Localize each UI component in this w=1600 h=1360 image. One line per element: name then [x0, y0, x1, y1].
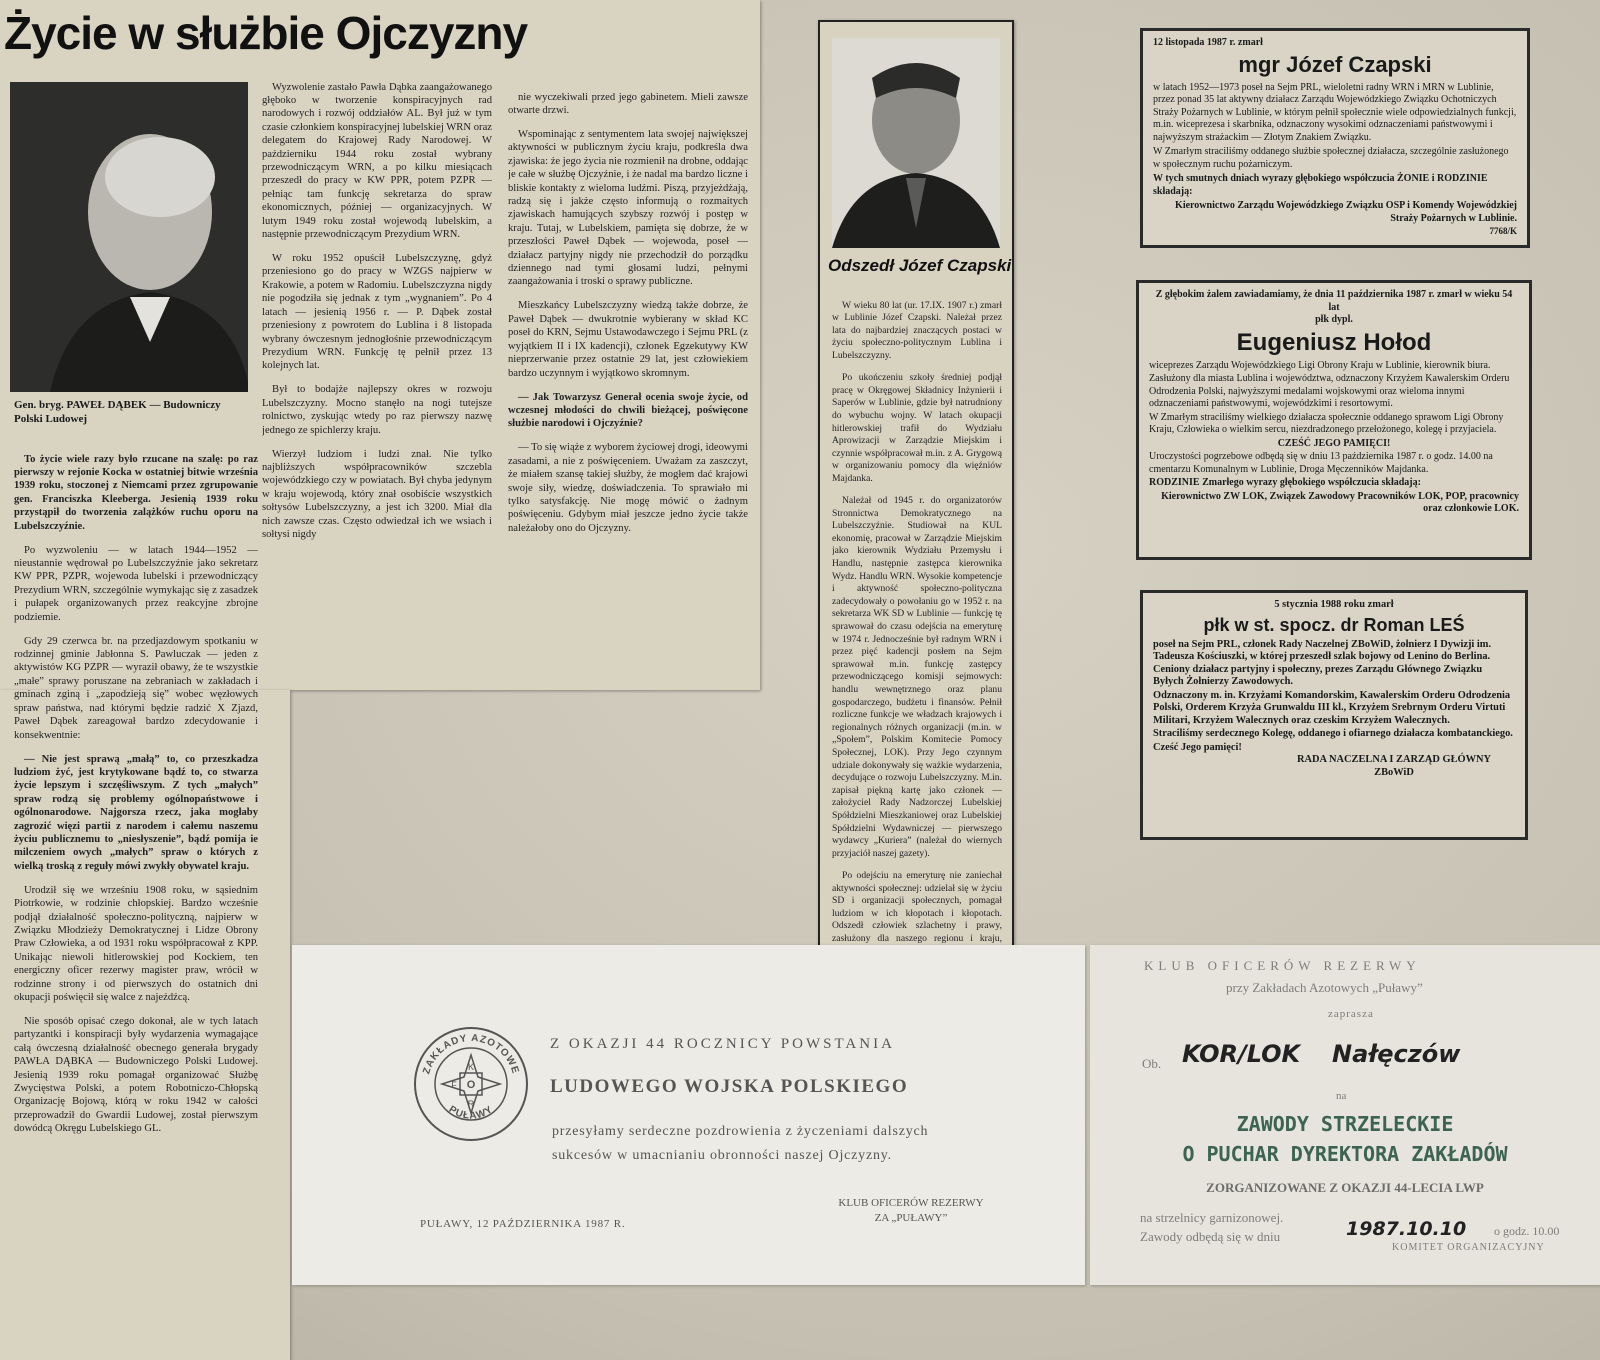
invitation-club-name: KLUB OFICERÓW REZERWY: [1144, 958, 1421, 973]
invitation-date-label: Zawody odbędą się w dniu: [1140, 1229, 1281, 1244]
notice-body: W tych smutnych dniach wyrazy głębokiego współczucia ŻONIE i RODZINIE składają:: [1153, 173, 1488, 197]
invitation-committee: KOMITET ORGANIZACYJNY: [1392, 1242, 1545, 1253]
article-headline: Życie w służbie Ojczyzny: [4, 7, 528, 59]
seal-letter: O: [466, 1079, 476, 1091]
card-text: sukcesów w umacnianiu obronności naszej Ojczyzny.: [552, 1148, 892, 1163]
article-paragraph: Mieszkańcy Lubelszczyzny wiedzą także dobrze, że Paweł Dąbek — dwukrotnie wybierany w skład KC poseł do KRN, Sejmu Ustawodawczego i Sejmu PRL (z wyjątkiem II i IX kadencji), członek Egzekutywy KW nieprzerwanie przez ostatnie 29 lat, jest człowiekiem bardzo uczynnym i wyjątkowo skromnym.: [508, 300, 748, 379]
handwritten-town: Nałęczów: [1332, 1040, 1461, 1068]
notice-signature: Kierownictwo ZW LOK, Związek Zawodowy Pracowników LOK, POP, pracownicy oraz członkowie LOK.: [1161, 490, 1519, 514]
notice-date: 12 listopada 1987 r. zmarł: [1153, 37, 1263, 48]
notice-body: poseł na Sejm PRL, członek Rady Naczelnej ZBoWiD, żołnierz I Dywizji im. Tadeusza Kościuszki, w której przeszedł szlak bojowy od Lenino do Berlina. Ceniony działacz partyjny i społeczny, prezes Zarządu Głównego Związku Byłych Żołnierzy Zawodowych.: [1153, 638, 1492, 687]
invitation-ob-label: Ob.: [1142, 1056, 1162, 1071]
invitation-na: na: [1336, 1090, 1347, 1102]
death-notice-les: [1140, 590, 1528, 840]
notice-name: mgr Józef Czapski: [1238, 51, 1432, 77]
article-column-1: [14, 442, 258, 1340]
article-paragraph: Gdy 29 czerwca br. na przedjazdowym spotkaniu w rodzinnej gminie Jabłonna S. Pawluczak — jeden z aktywistów KG PZPR — wyraził obawy, że te wszystkie „małe” sprawy poruszane na zebraniach w zakładach i gminach zginą i „zapodzieją się” wobec węzłowych spraw państwa, nad którymi będzie radzić X Zjazd, Paweł Dąbek zareagował bardzo zdecydowanie i konsekwentnie:: [14, 635, 258, 741]
invitation-subtitle: przy Zakładach Azotowych „Puławy”: [1226, 980, 1423, 995]
card-heading: Z OKAZJI 44 ROCZNICY POWSTANIA: [550, 1036, 895, 1052]
notice-honor: Cześć Jego pamięci!: [1153, 741, 1242, 753]
card-signature: ZA „PUŁAWY”: [874, 1212, 948, 1224]
article-paragraph: — Nie jest sprawą „małą” to, co przeszkadza ludziom żyć, jest krytykowane bądź to, co stwarza życie lepszym i szczęśliwszym. Z tych „małych” spraw rodzą się problemy ogólnopaństwowe i ogólnonarodowe. Najgorsza rzecz, jaka mogłaby zagrozić więzi partii z narodem i całemu naszemu życiu publicznemu to „niesłyszenie”, bądź pomija ie milczeniem owych „małych” spraw o których z wielką troską z reguły mówi zwykły obywatel kraju.: [14, 753, 258, 872]
seal-letter: R: [467, 1099, 475, 1109]
article-column-3: [508, 80, 748, 670]
notice-honor: CZEŚĆ JEGO PAMIĘCI!: [1277, 437, 1391, 449]
invitation-title: O PUCHAR DYREKTORA ZAKŁADÓW: [1182, 1142, 1508, 1166]
seal-letter: K: [467, 1062, 475, 1072]
notice-body: Zasłużony dla miasta Lublina i województwa, odznaczony Krzyżem Kawalerskim Orderu Odrodzenia Polski, najwyższymi medalami wojskowymi oraz wieloma innymi odznaczeniami państwowymi, wojewódzkimi i resortowymi.: [1149, 373, 1510, 409]
article-paragraph: Wierzył ludziom i ludzi znał. Nie tylko najbliższych współpracowników szczebla wojewódzkiego czy w powiatach. Był chyba jedynym w kraju wojewodą, który znał osobiście wszystkich sołtysów Lubelszczyzny, a jest ich 3200. Miał dla nich zawsze czas. Często odwiedzał ich we wsiach i sołtysi nigdy: [262, 448, 492, 540]
notice-date: 5 stycznia 1988 roku zmarł: [1274, 599, 1394, 610]
article-paragraph: Wyzwolenie zastało Pawła Dąbka zaangażowanego głęboko w tworzenie konspiracyjnych rad narodowych i rozwój oddziałów AL. Był już w tym czasie członkiem konspiracyjnej lubelskiej WRN oraz delegatem do Krajowej Rady Narodowej. W październiku 1944 roku został wybrany przewodniczącym WRN, a po kilku miesiącach przeszedł do pracy w KW PPR, potem PZPR — pełniąc tam funkcję sekretarza do spraw ekonomicznych, później — organizacyjnych. W lutym 1949 roku został wojewodą lubelskim, a następnie przewodniczącym Prezydium WRN.: [262, 81, 492, 241]
article-paragraph: Był to bodajże najlepszy okres w rozwoju Lubelszczyzny. Mocno stanęło na nogi tutejsze rolnictwo, zyskując wtedy po raz pierwszy nazwę jednego ze spichlerzy kraju.: [262, 384, 492, 436]
card-title: LUDOWEGO WOJSKA POLSKIEGO: [550, 1076, 909, 1097]
portrait-photo-dabek: [10, 82, 248, 392]
article-lead: To życie wiele razy było rzucane na szalę: po raz pierwszy w rejonie Kocka w ostatniej bitwie września 1939 roku, stoczonej z Niemcami przez zgrupowanie gen. Franciszka Kleeberga. Jesienią 1939 roku przystąpił do tworzenia zalążków ruchu oporu na Lubelszczyźnie.: [14, 453, 258, 532]
notice-signature: RADA NACZELNA I ZARZĄD GŁÓWNY: [1297, 754, 1491, 765]
greeting-card-lwp: [292, 945, 1085, 1285]
notice-body: w latach 1952—1973 poseł na Sejm PRL, wieloletni radny WRN i MRN w Lublinie, przez ponad 35 lat aktywny działacz Zarządu Wojewódzkiego Związku Ochotniczych Straży Pożarnych w Lublinie, w którym pełnił społecznie wiele odpowiedzialnych funkcji, m.in. wiceprezesa i skarbnika, odznaczony wysokimi odznaczeniami państwowymi i najwyższym strażackim — Złotym Znakiem Związku.: [1153, 81, 1517, 143]
article-paragraph: Urodził się we wrześniu 1908 roku, w sąsiednim Piotrkowie, w rodzinie chłopskiej. Bardzo wcześnie podjął działalność społeczno-polityczną, najpierw w Związku Młodzieży Demokratycznej i Lidze Obrony Praw Człowieka, a od 1931 roku współpracował z KPP. Unikając niewoli hitlerowskiej pod Kockiem, ten energiczny oficer rezerwy magister praw, wrócił w rodzinne strony i od pierwszych do ostatnich dni okupacji poświęcił się walce z najeźdźcą.: [14, 884, 258, 1003]
notice-code: 7768/K: [1489, 226, 1517, 236]
notice-signature: ZBoWiD: [1374, 766, 1414, 778]
article-paragraph: nie wyczekiwali przed jego gabinetem. Mieli zawsze otwarte drzwi.: [508, 91, 748, 116]
card-text: przesyłamy serdeczne pozdrowienia z życzeniami dalszych: [552, 1124, 929, 1139]
notice-body: Straciliśmy serdecznego Kolegę, oddanego i ofiarnego działacza kombatanckiego.: [1153, 728, 1513, 739]
portrait-photo-czapski: [832, 38, 1000, 248]
card-signature: KLUB OFICERÓW REZERWY: [838, 1197, 984, 1209]
obituary-paragraph: W wieku 80 lat (ur. 17.IX. 1907 r.) zmarł w Lublinie Józef Czapski. Należał przez lata do najbardziej znaczących postaci w życiu społeczno-politycznym Lublina i Lubelszczyzny.: [832, 299, 1002, 361]
card-place-date: PUŁAWY, 12 PAŹDZIERNIKA 1987 R.: [420, 1218, 626, 1230]
obituary-paragraph: Po ukończeniu szkoły średniej podjął pracę w Okręgowej Składnicy Inżynierii i Saperów w Lublinie, gdzie był natrudniony do wybuchu wojny. W latach okupacji hitlerowskiej trafił do Wydziału Aprowizacji w Zarządzie Miejskim i czynnie współpracował m.in. z A. Grygową w organizowaniu pomocy dla więźniów Majdanka.: [832, 372, 1002, 484]
notice-body: Odznaczony m. in. Krzyżami Komandorskim, Kawalerskim Orderu Odrodzenia Polski, Orderem Krzyża Grunwaldu III kl., Krzyżem Srebrnym Orderu Virtuti Militari, Krzyżem Walecznych oraz czeskim Krzyżem Walecznych.: [1153, 689, 1511, 726]
death-notice-czapski: [1140, 28, 1530, 248]
notice-rank: płk dypl.: [1315, 314, 1353, 325]
invitation-invites: zaprasza: [1328, 1008, 1374, 1020]
invitation-occasion: ZORGANIZOWANE Z OKAZJI 44-LECIA LWP: [1206, 1180, 1484, 1195]
notice-name: płk w st. spocz. dr Roman LEŚ: [1203, 614, 1465, 635]
handwritten-date: 1987.10.10: [1346, 1218, 1467, 1240]
article-paragraph: Wspominając z sentymentem lata swojej największej aktywności w publicznym życiu kraju, podkreśla dwa zjawiska: że jego życia nie rozmienił na drobne, oddając je całe w służbę Ojczyźnie, i że nadal ma bardzo liczne i bliskie kontakty z wieloma ludźmi. Piszą, przyjeżdżają, radzą się i jakże często informują o rozmaitych zjawiskach hamujących szybszy rozwój i postęp w kraju. Tutaj, w Lubelskiem, pamięta się dobrze, że w przeszłości Paweł Dąbek — wojewoda, poseł — działacz partyjny nigdy nie przechodził do porządku dziennego nad tymi głosami ludzi, pełnymi zaangażowania i troski o sprawy publiczne.: [508, 129, 748, 288]
interview-question: — Jak Towarzysz Generał ocenia swoje życie, od wczesnej młodości do chwili bieżącej, poświęcone służbie narodowi i Ojczyźnie?: [508, 391, 748, 430]
notice-name: Eugeniusz Hołod: [1236, 328, 1432, 356]
seal-letter: F: [451, 1080, 457, 1090]
death-notice-holod: [1136, 280, 1532, 560]
notice-body: Uroczystości pogrzebowe odbędą się w dniu 13 października 1987 r. o godz. 14.00 na cmentarzu Komunalnym w Lublinie, Droga Męczenników Majdanka.: [1149, 451, 1493, 475]
obituary-paragraph: Należał od 1945 r. do organizatorów Stronnictwa Demokratycznego na Lubelszczyźnie. Studiował na KUL ekonomię, pracował w Zarządzie Miejskim jako kierownik Wydziału Przemysłu i Handlu, następnie zastępca kierownika Wydz. Handlu WRN. Wysokie kompetencje i aktywność społeczno-polityczna zadecydowały o powołaniu go w 1952 r. na sekretarza WK SD w Lublinie — funkcję tę sprawował do czasu odejścia na emeryturę w 1974 r. Jednocześnie był radnym WRN i przez pięć kadencji posłem na Sejm sprawował m.in. funkcję zastępcy przewodniczącego komisji sejmowych: handlu wewnętrznego oraz planu gospodarczego, budżetu i finansów. Pełnił rozliczne funkcje we władzach krajowych i regionalnych różnych organizacji (m.in. w „Społem”, Polskim Komitecie Pomocy Społecznej, LOK). Przy Jego czynnym udziale dokonywały się ważkie wydarzenia, decydujące o rozwoju Lubelszczyzny. M.in. zapisał piękną kartę jako członek — założyciel Rady Nadzorczej Lubelskiej Spółdzielni Mieszkaniowej oraz Lubelskiej Spółdzielni Wydawniczej — pierwszego wydawcy „Kuriera” (należał do wiernych przyjaciół naszej gazety).: [832, 495, 1002, 859]
obituary-paragraph: Po odejściu na emeryturę nie zaniechał aktywności społecznej: udzielał się w życiu SD i organizacji społecznych, pomagał ludziom w ich kłopotach i kłopotach. Odszedł człowiek szlachetny i prawy, zasłużony dla naszego regionu i kraju,: [832, 869, 1002, 944]
notice-body: W Zmarłym straciliśmy wielkiego działacza społecznie oddanego sprawom Ligi Obrony Kraju, Człowieka o wielkim sercu, niezdradzonego przełożonego, kolegę i przyjaciela.: [1149, 411, 1504, 435]
notice-body: RODZINIE Zmarłego wyrazy głębokiego współczucia składają:: [1149, 477, 1421, 488]
seal-bottom-text: PUŁAWY: [446, 1104, 496, 1122]
invitation-place: na strzelnicy garnizonowej.: [1140, 1210, 1284, 1225]
photo-caption: Gen. bryg. PAWEŁ DĄBEK — Budowniczy Polski Ludowej: [14, 399, 221, 425]
handwritten-guest: KOR/LOK: [1182, 1040, 1301, 1068]
invitation-title: ZAWODY STRZELECKIE: [1236, 1112, 1454, 1136]
article-paragraph: — To się wiąże z wyborem życiowej drogi, ideowymi zasadami, a nie z poświęceniem. Uważam za zaszczyt, że miałem szansę takiej służby, że mogłem dać krajowi swoje siły, wiedzę, doświadczenia. To sprawiało mi tylko satysfakcję. Nie mogę mówić o żadnym poświęceniu. Gdybym miał jeszcze jedno życie także należałoby ono do Ojczyzny.: [508, 442, 748, 534]
notice-date: Z głębokim żalem zawiadamiamy, że dnia 11 października 1987 r. zmarł w wieku 54 lat: [1155, 289, 1513, 313]
notice-body: wiceprezes Zarządu Wojewódzkiego Ligi Obrony Kraju w Lublinie, kierownik biura.: [1149, 359, 1491, 371]
notice-body: W Zmarłym straciliśmy oddanego służbie społecznej działacza, szczególnie zasłużonego w społecznym ruchu pożarniczym.: [1153, 146, 1509, 170]
seal-emblem: [412, 1025, 530, 1143]
notice-signature: Kierownictwo Zarządu Wojewódzkiego Związku OSP i Komendy Wojewódzkiej Straży Pożarnych w Lublinie.: [1175, 200, 1517, 224]
article-paragraph: Nie sposób opisać czego dokonał, ale w tych latach partyzantki i konspiracji były wydarzenia wymagające całą ówczesną działalność obecnego generała brygady PAWŁA DĄBKA — Budowniczego Polski Ludowej. Jesienią 1939 roku pomagał organizować Służbę Zwycięstwa Polski, a potem Robotniczo-Chłopską Organizację Bojową, którą w roku 1942 w całości przeprowadził do Gwardii Ludowej, został pierwszym dowódcą Okręgu Lubelskiego GL.: [14, 1016, 258, 1135]
seal-top-text: ZAKŁADY AZOTOWE: [421, 1032, 521, 1076]
article-paragraph: W roku 1952 opuścił Lubelszczyznę, gdyż przeniesiono go do pracy w WZGS najpierw w Krakowie, a potem w Radomiu. Lubelszczyzna nigdy nie pogodziła się jednak z tym „wygnaniem”. Po 4 latach — jesienią 1956 r. — P. Dąbek został przeniesiony z powrotem do Lublina i 8 listopada wybrany ówczesnym jednogłośnie przewodniczącym Prezydium WRN. Funkcję tę pełnił przez 13 kolejnych lat.: [262, 253, 492, 372]
obituary-headline: Odszedł Józef Czapski: [828, 256, 1012, 275]
article-paragraph: Po wyzwoleniu — w latach 1944—1952 — nieustannie wędrował po Lubelszczyźnie jako sekretarz KW PPR, PZPR, wojewoda lubelski i przewodniczący Prezydium WRN, szczególnie wymykając się z zasadzek i pułapek organizowanych przez reakcyjne zbrojne podziemie.: [14, 544, 258, 623]
invitation-time: o godz. 10.00: [1494, 1224, 1560, 1238]
obituary-column: [832, 290, 1002, 980]
article-column-2: [262, 70, 492, 670]
